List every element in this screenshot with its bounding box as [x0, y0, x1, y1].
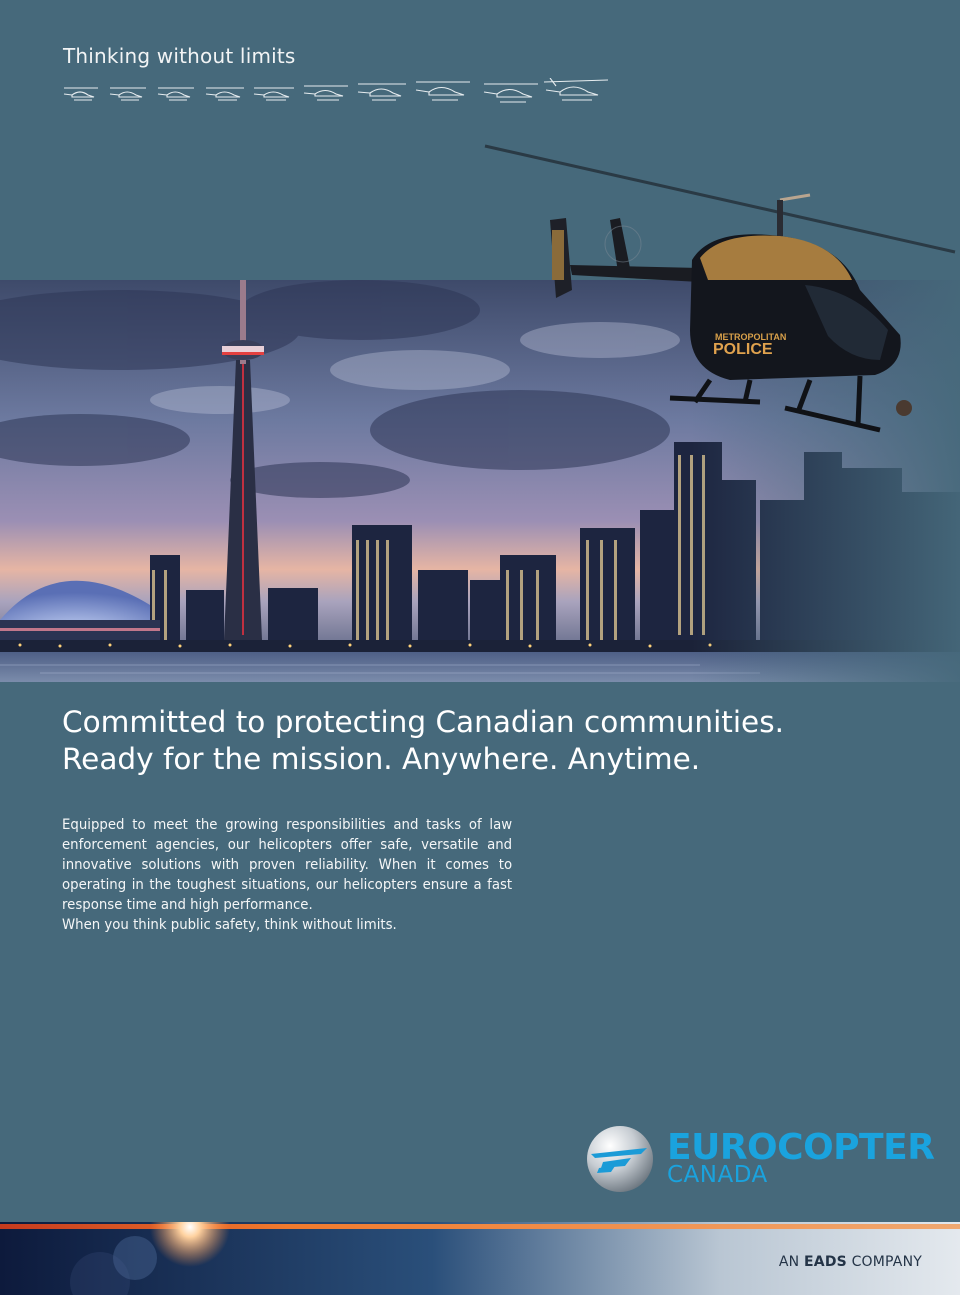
eurocopter-emblem-icon	[585, 1124, 655, 1194]
helicopter-outline-icon	[254, 88, 294, 100]
helicopter-outline-icon	[544, 78, 608, 100]
helicopter-outline-icon	[358, 84, 406, 100]
headline-line-2: Ready for the mission. Anywhere. Anytime.	[62, 742, 701, 776]
helicopter-silhouette-strip	[62, 78, 622, 108]
logo-region: CANADA	[667, 1162, 768, 1188]
footer-brand: EADS	[804, 1254, 847, 1270]
helicopter-outline-icon	[158, 88, 194, 100]
headline	[62, 704, 784, 778]
eads-company-tag	[779, 1254, 922, 1270]
helicopter-outline-icon	[304, 86, 348, 100]
footer-prefix: AN	[778, 1254, 805, 1270]
helicopter-marking-top: METROPOLITAN	[715, 332, 787, 342]
logo-wordmark: EUROCOPTER	[667, 1127, 935, 1168]
tagline: Thinking without limits	[63, 44, 296, 68]
helicopter-outline-icon	[416, 82, 470, 100]
police-helicopter-image	[480, 140, 960, 440]
helicopter-outline-icon	[484, 84, 538, 102]
helicopter-outline-icon	[110, 88, 146, 100]
helicopter-marking-main: POLICE	[713, 341, 773, 358]
body-paragraph: Equipped to meet the growing responsibilities and tasks of law enforcement agencies, our helicopters offer safe, versatile and innovative solutions with proven reliability. When it comes to operating in the toughest situations, our helicopters ensure a fast response time and high performance.	[62, 817, 513, 913]
eurocopter-canada-logo	[585, 1124, 935, 1194]
helicopter-outline-icon	[206, 88, 244, 100]
helicopter-outline-icon	[64, 88, 98, 100]
headline-line-1: Committed to protecting Canadian communities.	[62, 705, 784, 739]
body-copy	[62, 815, 512, 935]
body-closing: When you think public safety, think without limits.	[62, 917, 397, 933]
footer-suffix: COMPANY	[846, 1254, 922, 1270]
